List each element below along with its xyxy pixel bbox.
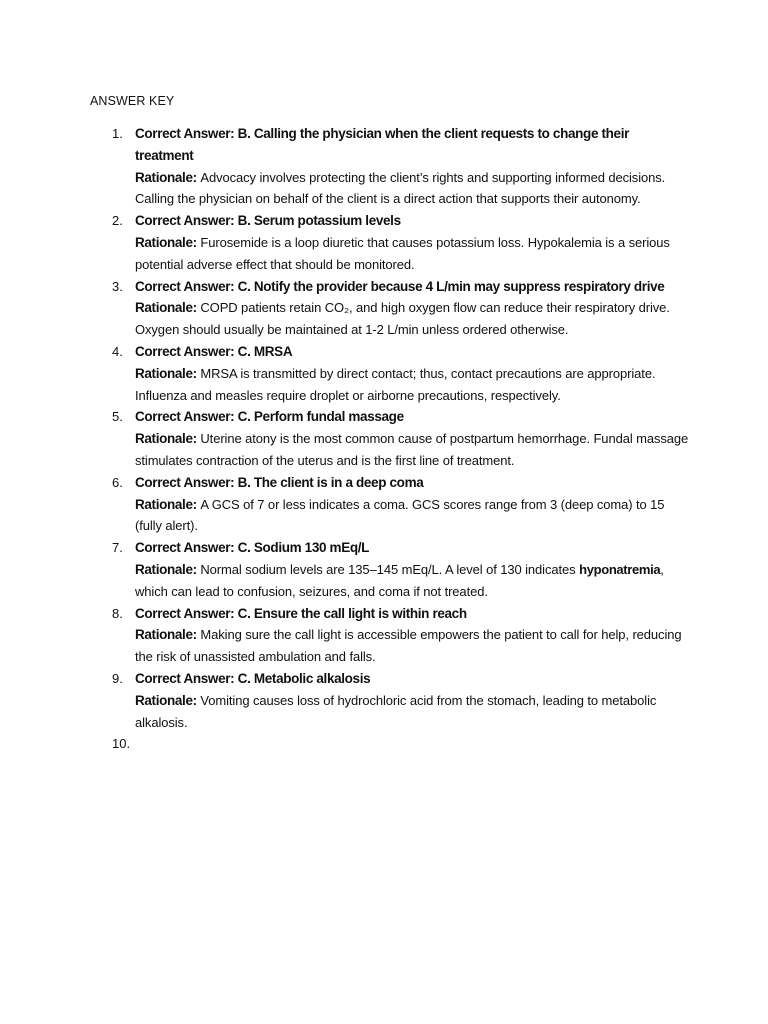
rationale	[135, 494, 690, 538]
rationale-text: Vomiting causes loss of hydrochloric acid from the stomach, leading to metabolic alkalosis.	[135, 692, 657, 730]
correct-answer: Correct Answer: C. Sodium 130 mEq/L	[135, 540, 370, 556]
list-item	[90, 406, 690, 471]
list-item	[90, 537, 690, 602]
rationale-label: Rationale:	[135, 561, 197, 577]
rationale	[135, 297, 690, 341]
rationale	[135, 232, 690, 276]
rationale	[135, 363, 690, 407]
rationale-text: MRSA is transmitted by direct contact; thus, contact precautions are appropriate. Influenza and measles require droplet or airborne precautions, respectively.	[135, 365, 656, 403]
correct-answer: Correct Answer: C. Perform fundal massage	[135, 409, 404, 425]
item-number: 2.	[112, 213, 123, 229]
item-number: 10.	[112, 736, 131, 752]
rationale-label: Rationale:	[135, 300, 197, 316]
correct-answer: Correct Answer: C. Metabolic alkalosis	[135, 670, 371, 686]
rationale-label: Rationale:	[135, 627, 197, 643]
rationale	[135, 559, 690, 603]
document-title: ANSWER KEY	[90, 94, 175, 108]
rationale-label: Rationale:	[135, 365, 197, 381]
rationale-text: Advocacy involves protecting the client’s rights and supporting informed decisions. Calling the physician on behalf of the client is a direct action that supports their autonomy.	[135, 169, 666, 207]
rationale-text: Normal sodium levels are 135–145 mEq/L. A level of 130 indicates	[200, 561, 576, 577]
item-number: 1.	[112, 126, 123, 141]
rationale-label: Rationale:	[135, 496, 197, 512]
item-number: 8.	[112, 605, 123, 621]
item-number: 3.	[112, 278, 123, 294]
rationale-label: Rationale:	[135, 431, 197, 447]
rationale-text: Uterine atony is the most common cause of postpartum hemorrhage. Fundal massage stimulates contraction of the uterus and is the first line of treatment.	[135, 431, 689, 468]
item-number: 5.	[112, 409, 123, 425]
rationale	[135, 167, 690, 211]
list-item	[90, 210, 690, 275]
item-number: 7.	[112, 540, 123, 556]
rationale	[135, 624, 690, 668]
empty-answer	[135, 733, 690, 755]
list-item	[90, 603, 690, 668]
rationale-emphasis: hyponatremia	[579, 561, 661, 577]
rationale-text: , which can lead to confusion, seizures, and coma if not treated.	[135, 561, 664, 599]
list-item	[90, 341, 690, 406]
rationale	[135, 690, 690, 734]
list-item	[90, 472, 690, 537]
rationale-label: Rationale:	[135, 169, 197, 185]
correct-answer: Correct Answer: C. MRSA	[135, 343, 293, 359]
correct-answer: Correct Answer: B. Serum potassium levels	[135, 213, 401, 229]
correct-answer: Correct Answer: B. The client is in a deep coma	[135, 474, 424, 490]
rationale-text: A GCS of 7 or less indicates a coma. GCS scores range from 3 (deep coma) to 15 (fully alert).	[135, 496, 665, 534]
rationale-text: Making sure the call light is accessible empowers the patient to call for help, reducing the risk of unassisted ambulation and falls.	[135, 627, 682, 665]
correct-answer: Correct Answer: C. Notify the provider because 4 L/min may suppress respiratory drive	[135, 278, 665, 294]
list-item	[90, 668, 690, 733]
list-item	[90, 123, 690, 210]
rationale-label: Rationale:	[135, 692, 197, 708]
rationale	[135, 428, 690, 472]
item-number: 4.	[112, 343, 123, 359]
correct-answer: Correct Answer: C. Ensure the call light is within reach	[135, 605, 467, 621]
answer-list	[90, 123, 690, 755]
correct-answer: Correct Answer: B. Calling the physician when the client requests to change their treatment	[135, 126, 630, 163]
list-item	[90, 733, 690, 755]
rationale-text: Furosemide is a loop diuretic that causes potassium loss. Hypokalemia is a serious potential adverse effect that should be monitored.	[135, 234, 670, 272]
item-number: 9.	[112, 670, 123, 686]
rationale-label: Rationale:	[135, 234, 197, 250]
item-number: 6.	[112, 474, 123, 490]
rationale-text: COPD patients retain CO₂, and high oxygen flow can reduce their respiratory drive. Oxygen should usually be maintained at 1-2 L/min unless ordered otherwise.	[135, 300, 670, 338]
list-item	[90, 276, 690, 341]
